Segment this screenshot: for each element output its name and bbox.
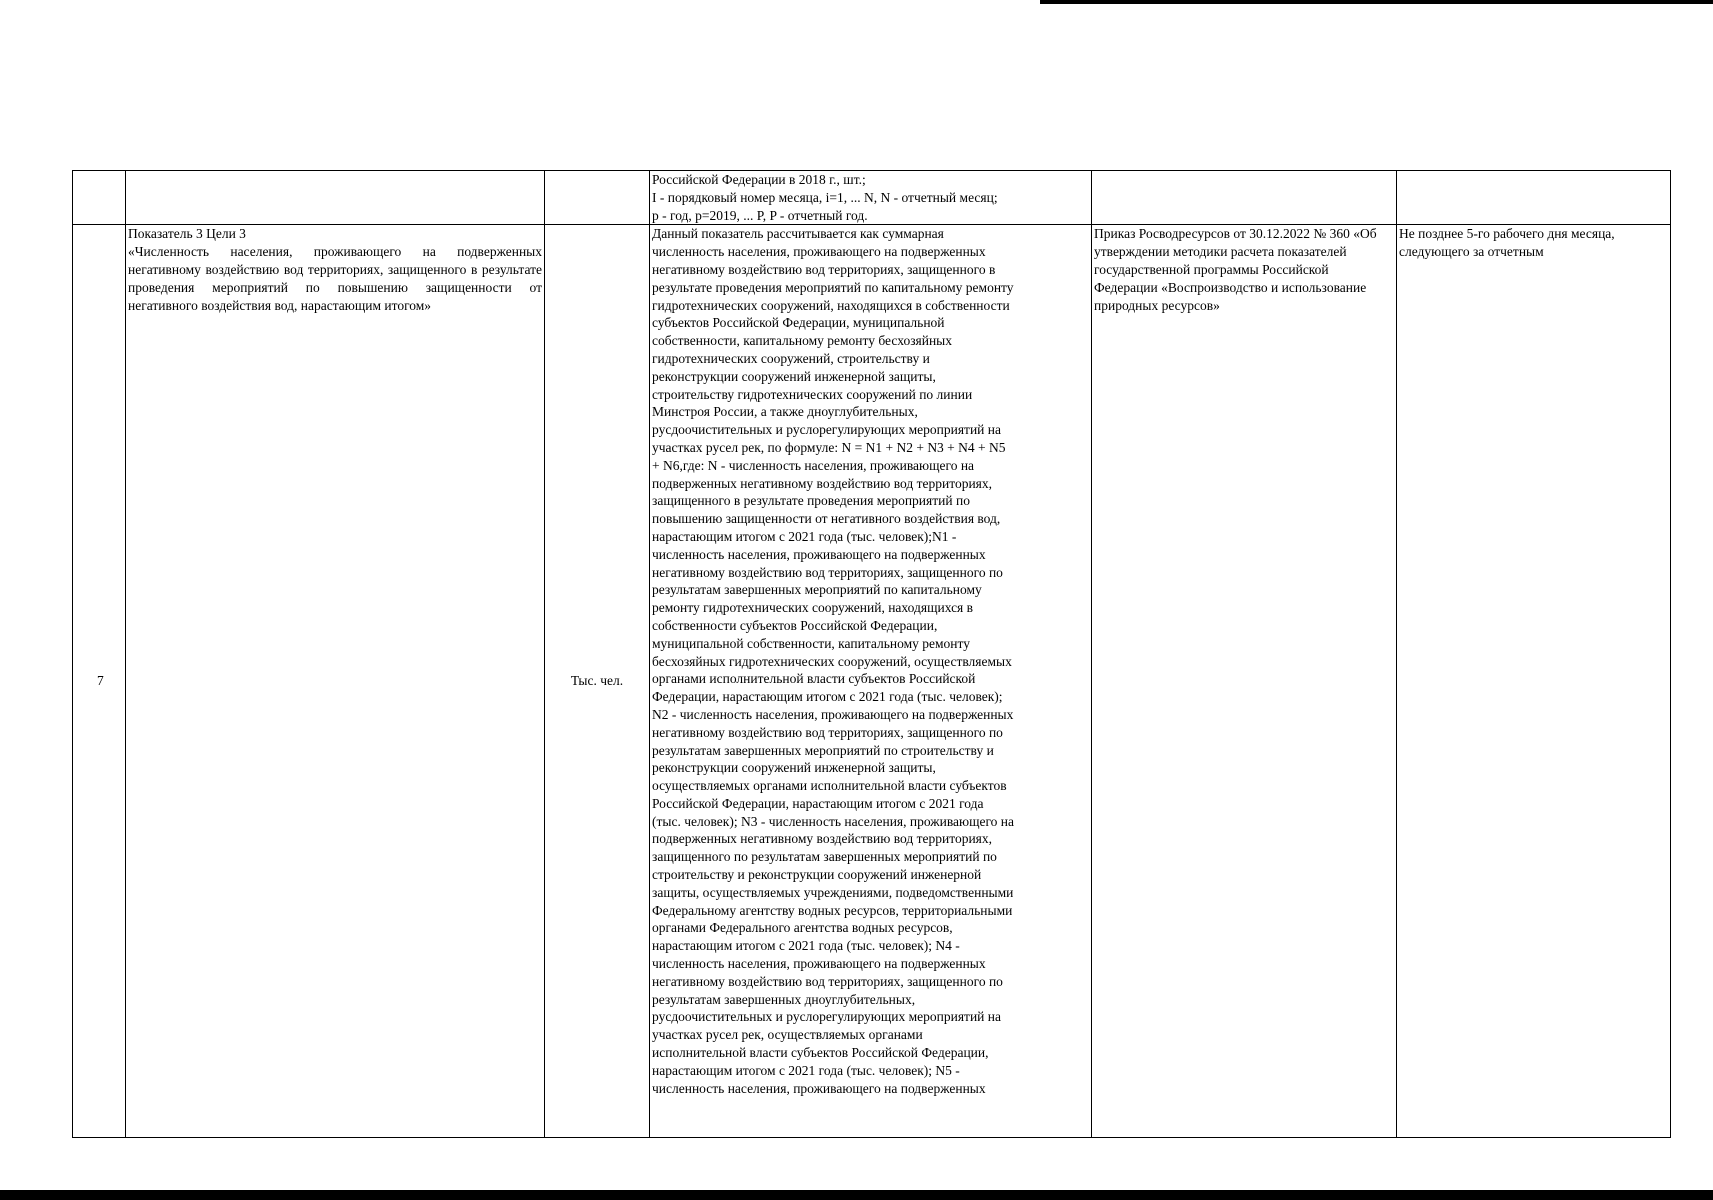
prev-method-cell: [650, 171, 1092, 225]
method-line: негативному воздействию вод территориях, защищенного в: [652, 261, 996, 277]
method-line: реконструкции сооружений инженерной защиты,: [652, 760, 936, 776]
method-line: негативному воздействию вод территориях, защищенного по: [652, 564, 1003, 580]
deadline-cell: [1397, 225, 1671, 1138]
scan-edge-top: [1040, 0, 1713, 4]
prev-deadline-cell: [1397, 171, 1671, 225]
method-line: русдоочистительных и руслорегулирующих мероприятий на: [652, 422, 1002, 438]
prev-number-cell: [73, 171, 126, 225]
table-row-7: [73, 225, 1671, 1138]
method-line: защищенного по результатам завершенных мероприятий по: [652, 849, 997, 865]
method-line: нарастающим итогом с 2021 года (тыс. человек); N5 -: [652, 1062, 960, 1078]
table-row-previous: [73, 171, 1671, 225]
method-line: бесхозяйных гидротехнических сооружений, осуществляемых: [652, 653, 1012, 669]
prev-method-line: p - год, p=2019, ... P, P - отчетный год.: [652, 207, 868, 223]
method-line: защиты, осуществляемых учреждениями, подведомственными: [652, 884, 1014, 900]
method-line: гидротехнических сооружений, находящихся в собственности: [652, 297, 1010, 313]
prev-source-cell: [1092, 171, 1397, 225]
method-line: повышению защищенности от негативного воздействия вод,: [652, 511, 1001, 527]
indicator-heading: Показатель 3 Цели 3: [128, 226, 246, 242]
prev-indicator-cell: [126, 171, 545, 225]
method-line: численность населения, проживающего на подверженных: [652, 956, 986, 972]
method-line: реконструкции сооружений инженерной защиты,: [652, 368, 936, 384]
method-line: негативному воздействию вод территориях, защищенного по: [652, 973, 1003, 989]
deadline-text: Не позднее 5-го рабочего дня месяца, следующего за отчетным: [1399, 226, 1615, 260]
method-line: собственности, капитальному ремонту бесхозяйных: [652, 333, 952, 349]
method-line: субъектов Российской Федерации, муниципальной: [652, 315, 945, 331]
method-line: численность населения, проживающего на подверженных: [652, 1080, 986, 1096]
method-line: исполнительной власти субъектов Российской Федерации,: [652, 1045, 989, 1061]
method-line: Минстроя России, а также дноуглубительных,: [652, 404, 918, 420]
method-line: участках русел рек, осуществляемых органами: [652, 1027, 923, 1043]
method-line: результатам завершенных дноуглубительных,: [652, 991, 916, 1007]
method-line: результате проведения мероприятий по капитальному ремонту: [652, 279, 1014, 295]
method-line: нарастающим итогом с 2021 года (тыс. человек);N1 -: [652, 528, 957, 544]
unit-cell: Тыс. чел.: [545, 225, 650, 1138]
method-line: результатам завершенных мероприятий по строительству и: [652, 742, 994, 758]
source-text: Приказ Росводресурсов от 30.12.2022 № 360 «Об утверждении методики расчета показателей государственной программы Российской Федерации «Воспроизводство и использование природных ресурсов»: [1094, 226, 1377, 313]
method-line: гидротехнических сооружений, строительству и: [652, 350, 930, 366]
method-line: Российской Федерации, нарастающим итогом с 2021 года: [652, 795, 984, 811]
method-line: результатам завершенных мероприятий по капитальному: [652, 582, 982, 598]
method-line: органами Федерального агентства водных ресурсов,: [652, 920, 953, 936]
prev-method-line: I - порядковый номер месяца, i=1, ... N, N - отчетный месяц;: [652, 189, 998, 205]
method-line: защищенного в результате проведения мероприятий по: [652, 493, 970, 509]
method-line: Данный показатель рассчитывается как суммарная: [652, 226, 944, 242]
method-line: строительству и реконструкции сооружений инженерной: [652, 867, 982, 883]
method-line: численность населения, проживающего на подверженных: [652, 244, 986, 260]
method-line: подверженных негативному воздействию вод территориях,: [652, 475, 992, 491]
method-line: ремонту гидротехнических сооружений, находящихся в: [652, 600, 974, 616]
method-cell: [650, 225, 1092, 1138]
method-line: осуществляемых органами исполнительной власти субъектов: [652, 778, 1007, 794]
method-line: нарастающим итогом с 2021 года (тыс. человек); N4 -: [652, 938, 960, 954]
method-line: подверженных негативному воздействию вод территориях,: [652, 831, 992, 847]
method-line: муниципальной собственности, капитальному ремонту: [652, 635, 970, 651]
method-line: русдоочистительных и руслорегулирующих мероприятий на: [652, 1009, 1002, 1025]
method-line: органами исполнительной власти субъектов Российской: [652, 671, 976, 687]
indicator-table: [72, 170, 1671, 1138]
method-line: (тыс. человек); N3 - численность населения, проживающего на: [652, 813, 1015, 829]
method-line: негативному воздействию вод территориях, защищенного по: [652, 724, 1003, 740]
method-line: собственности субъектов Российской Федерации,: [652, 617, 938, 633]
prev-unit-cell: [545, 171, 650, 225]
scan-edge-bottom: [0, 1190, 1713, 1200]
method-line: + N6,где: N - численность населения, проживающего на: [652, 457, 975, 473]
source-cell: [1092, 225, 1397, 1138]
method-line: численность населения, проживающего на подверженных: [652, 546, 986, 562]
indicator-cell: [126, 225, 545, 1138]
indicator-text: «Численность населения, проживающего на подверженных негативному воздействию вод территориях, защищенного в результате проведения мероприятий по повышению защищенности от негативного воздействия вод, нарастающим итогом»: [128, 244, 542, 313]
method-line: N2 - численность населения, проживающего на подверженных: [652, 706, 1014, 722]
prev-method-line: Российской Федерации в 2018 г., шт.;: [652, 172, 866, 187]
method-line: Федерации, нарастающим итогом с 2021 года (тыс. человек);: [652, 689, 1003, 705]
method-line: участках русел рек, по формуле: N = N1 + N2 + N3 + N4 + N5: [652, 439, 1006, 455]
method-line: строительству гидротехнических сооружений по линии: [652, 386, 973, 402]
method-line: Федеральному агентству водных ресурсов, территориальными: [652, 902, 1013, 918]
row-number: 7: [73, 225, 126, 1138]
